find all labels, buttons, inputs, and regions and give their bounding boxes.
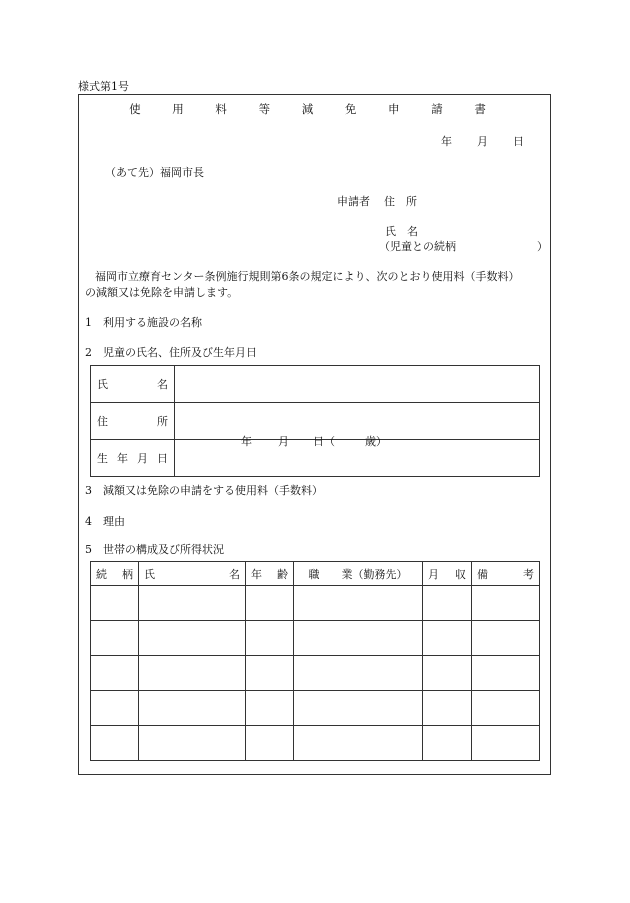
- child-name-field[interactable]: [175, 366, 540, 403]
- table-cell[interactable]: [294, 726, 423, 761]
- form-title: 使 用 料 等 減 免 申 請 書: [129, 102, 500, 116]
- table-cell[interactable]: [246, 726, 294, 761]
- applicant-label: 申請者: [337, 195, 370, 208]
- table-cell[interactable]: [423, 656, 472, 691]
- table-row: [91, 440, 540, 477]
- section-2: 2 児童の氏名、住所及び生年月日: [85, 346, 257, 359]
- table-cell[interactable]: [91, 656, 139, 691]
- date-year: 年: [441, 135, 452, 148]
- relation-label: （児童との続柄: [379, 240, 456, 253]
- date-day: 日: [513, 135, 524, 148]
- table-row: [91, 366, 540, 403]
- col-age: 年 齢: [246, 562, 294, 586]
- table-row: [91, 621, 540, 656]
- child-birth-field[interactable]: 年 月 日（ 歳）: [175, 440, 540, 477]
- section-3: 3 減額又は免除の申請をする使用料（手数料）: [85, 484, 323, 497]
- table-cell[interactable]: [91, 621, 139, 656]
- table-row: [91, 656, 540, 691]
- child-address-field[interactable]: [175, 403, 540, 440]
- child-info-table: [90, 365, 540, 477]
- table-cell[interactable]: [472, 656, 540, 691]
- table-cell[interactable]: [423, 586, 472, 621]
- col-occupation: 職 業（勤務先）: [294, 562, 423, 586]
- table-cell[interactable]: [294, 586, 423, 621]
- col-name: 氏 名: [139, 562, 246, 586]
- child-address-label: 住 所: [91, 403, 175, 440]
- form-number: 様式第1号: [78, 80, 129, 93]
- col-relation: 続 柄: [91, 562, 139, 586]
- col-remarks: 備 考: [472, 562, 540, 586]
- table-header-row: [91, 562, 540, 586]
- table-cell[interactable]: [91, 586, 139, 621]
- table-cell[interactable]: [246, 691, 294, 726]
- table-cell[interactable]: [472, 586, 540, 621]
- table-cell[interactable]: [139, 656, 246, 691]
- household-body: [91, 586, 540, 761]
- table-cell[interactable]: [91, 691, 139, 726]
- child-name-label: 氏 名: [91, 366, 175, 403]
- body-text-line2: の減額又は免除を申請します。: [85, 286, 239, 299]
- table-cell[interactable]: [472, 726, 540, 761]
- table-cell[interactable]: [246, 586, 294, 621]
- table-cell[interactable]: [472, 621, 540, 656]
- col-income: 月 収: [423, 562, 472, 586]
- table-cell[interactable]: [139, 586, 246, 621]
- date-month: 月: [477, 135, 488, 148]
- child-birth-label: 生 年 月 日: [91, 440, 175, 477]
- table-cell[interactable]: [139, 726, 246, 761]
- relation-close: ）: [537, 240, 548, 253]
- section-1: 1 利用する施設の名称: [85, 316, 202, 329]
- table-cell[interactable]: [294, 656, 423, 691]
- name-label: 氏 名: [385, 225, 418, 238]
- table-cell[interactable]: [423, 621, 472, 656]
- table-row: [91, 586, 540, 621]
- table-row: [91, 726, 540, 761]
- table-cell[interactable]: [294, 621, 423, 656]
- household-table: [90, 561, 540, 761]
- table-row: [91, 691, 540, 726]
- table-cell[interactable]: [139, 621, 246, 656]
- section-5: 5 世帯の構成及び所得状況: [85, 543, 224, 556]
- table-cell[interactable]: [139, 691, 246, 726]
- table-cell[interactable]: [246, 656, 294, 691]
- table-cell[interactable]: [246, 621, 294, 656]
- table-cell[interactable]: [294, 691, 423, 726]
- form-frame: [78, 94, 551, 775]
- table-cell[interactable]: [423, 691, 472, 726]
- table-cell[interactable]: [472, 691, 540, 726]
- address-label: 住 所: [384, 195, 417, 208]
- section-4: 4 理由: [85, 515, 125, 528]
- table-cell[interactable]: [91, 726, 139, 761]
- body-text-line1: 福岡市立療育センター条例施行規則第6条の規定により、次のとおり使用料（手数料）: [95, 270, 520, 283]
- table-cell[interactable]: [423, 726, 472, 761]
- addressee: （あて先）福岡市長: [105, 166, 204, 179]
